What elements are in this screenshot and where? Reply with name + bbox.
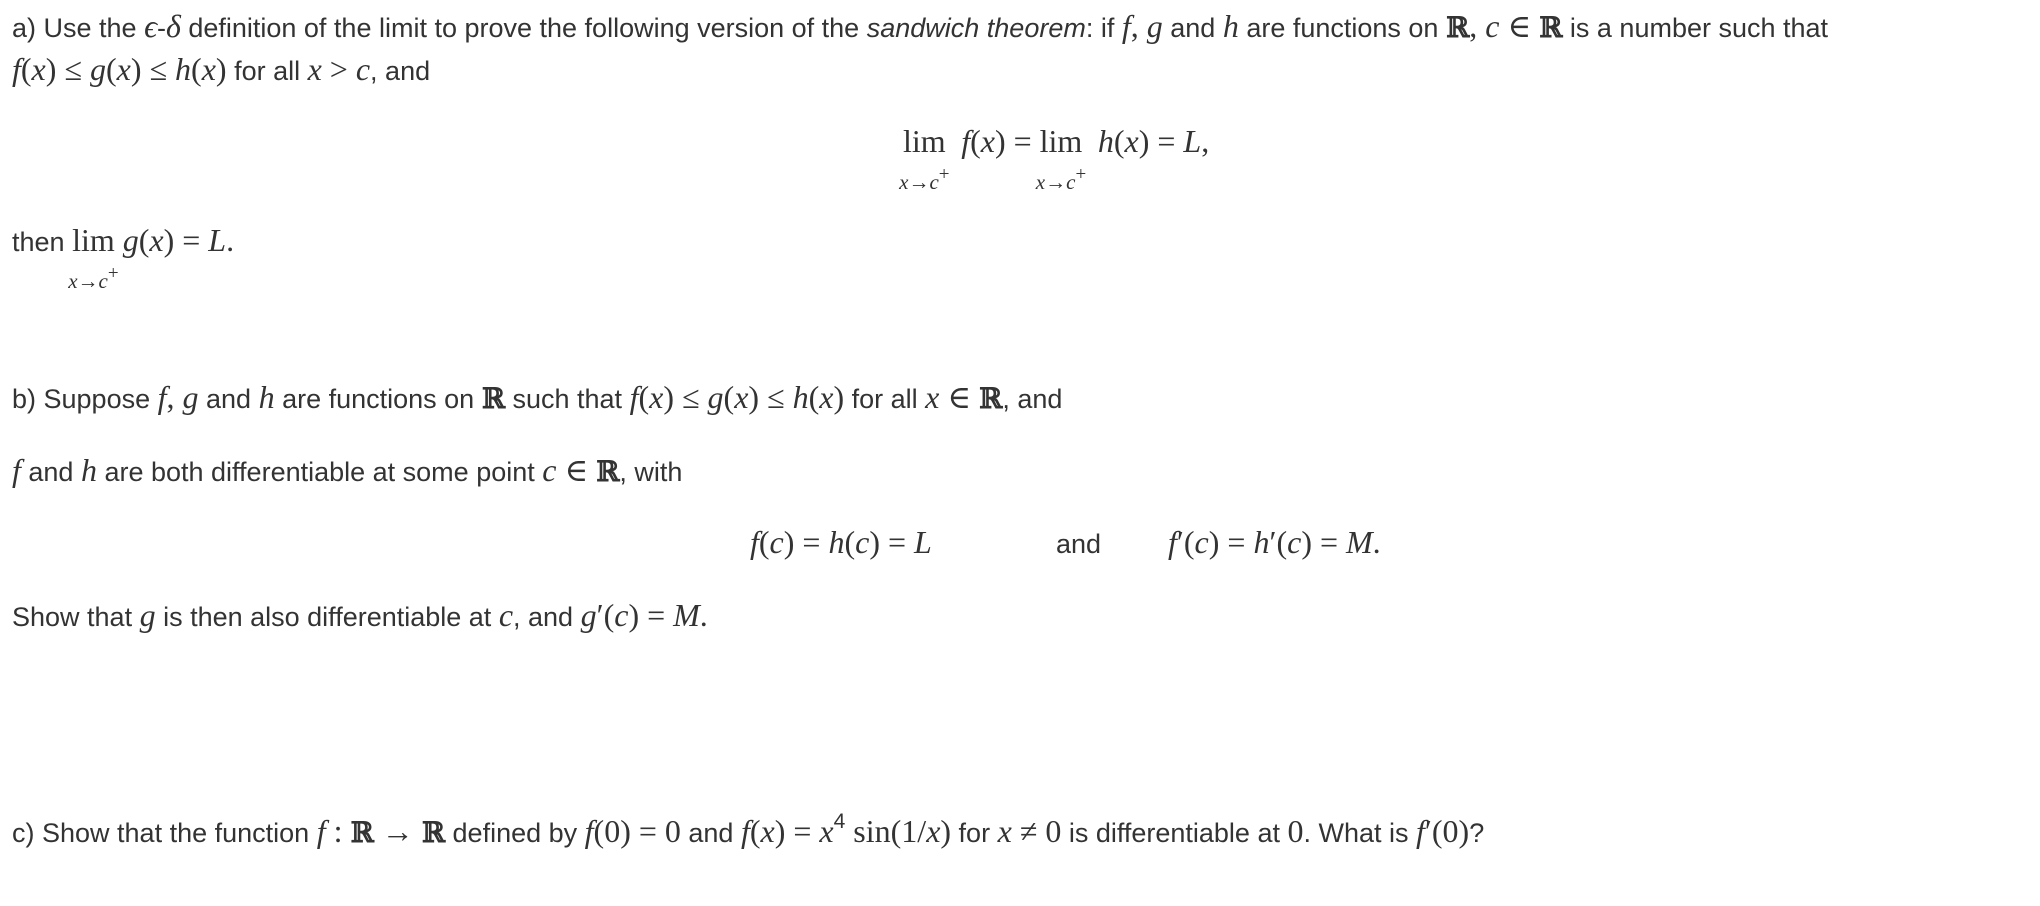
part-b-line-2: f and h are both differentiable at some point c ∈ ℝ, with <box>12 452 683 488</box>
part-b-line-3: Show that g is then also differentiable at c, and g′(c) = M. <box>12 597 708 633</box>
part-b-and: and <box>1056 529 1102 559</box>
part-b-display-equation: f(c) = h(c) = L <box>750 524 932 560</box>
part-a-line-2: f(x) ≤ g(x) ≤ h(x) for all x > c, and <box>12 51 431 87</box>
part-a-line-1: a) Use the ϵ-δ definition of the limit to prove the following version of the sandwich theorem: if f, g and h are functions on ℝ, c ∈ ℝ is a number such that <box>12 8 1829 44</box>
part-c-line: c) Show that the function f : ℝ → ℝ defined by f(0) = 0 and $f(x) = x^4$ sin(1/x) for x ≠ 0 is differentiable at 0. What is f′(0)? <box>12 810 1485 849</box>
part-a-display-equation: lim x→c+ f(x) = lim x→c+ h(x) = L, <box>899 123 1210 194</box>
part-b-derivative-equation: f′(c) = h′(c) = M. <box>1168 524 1381 560</box>
sandwich-theorem-term: sandwich theorem <box>866 13 1086 43</box>
part-b-line-1: b) Suppose f, g and h are functions on ℝ such that f(x) ≤ g(x) ≤ h(x) for all x ∈ ℝ, and <box>12 379 1063 415</box>
part-a-conclusion: then lim x→c+ g(x) = L. <box>12 222 235 293</box>
